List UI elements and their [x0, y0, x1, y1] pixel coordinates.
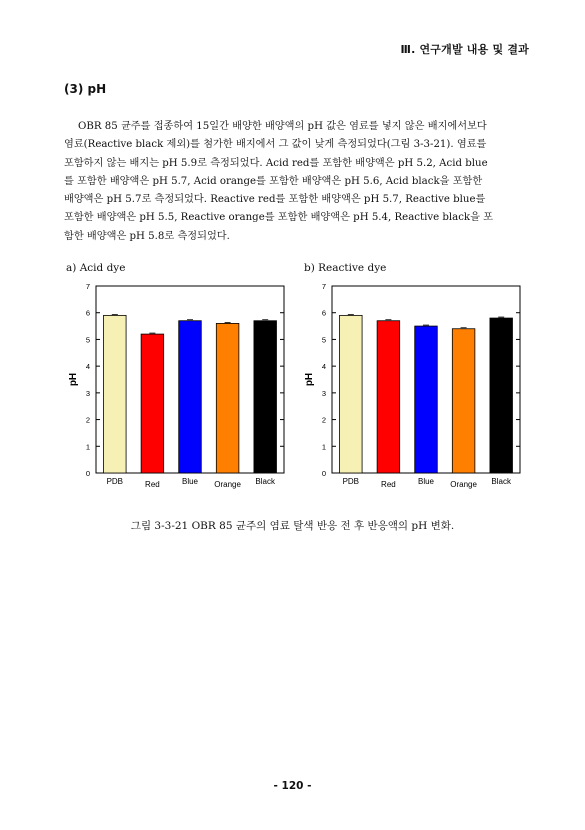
paragraph-line: OBR 85 균주를 접종하여 15일간 배양한 배양액의 pH 값은 염료를 넣지 않은 배지에서보다	[78, 121, 487, 132]
y-tick-label: 5	[321, 335, 326, 345]
paragraph-line: 포함한 배양액은 pH 5.5, Reactive orange를 포함한 배양액은 pH 5.4, Reactive black을 포	[64, 212, 493, 224]
section-title: (3) pH	[64, 82, 107, 96]
bar-blue	[179, 321, 202, 473]
y-tick-label: 3	[321, 388, 326, 398]
bar-black	[254, 321, 277, 473]
figure-caption: 그림 3-3-21 OBR 85 균주의 염료 탈색 반응 전 후 반응액의 pH 변화.	[130, 520, 455, 532]
x-tick-label: PDB	[342, 477, 360, 486]
y-axis-label: pH	[68, 372, 79, 387]
x-tick-label: Blue	[417, 477, 435, 486]
bar-pdb	[104, 315, 127, 473]
y-tick-label: 1	[85, 442, 90, 452]
acid-dye-ph-chart	[64, 280, 296, 495]
y-tick-label: 2	[321, 415, 326, 425]
reactive-dye-ph-chart	[300, 280, 532, 495]
y-tick-label: 4	[85, 362, 90, 372]
y-axis-label: pH	[304, 372, 315, 387]
y-tick-label: 4	[321, 362, 326, 372]
page-number: - 120 -	[273, 780, 312, 792]
bar-red	[377, 321, 400, 473]
y-tick-label: 6	[321, 308, 326, 318]
y-tick-label: 3	[85, 388, 90, 398]
bar-blue	[415, 326, 438, 473]
y-tick-label: 5	[85, 335, 90, 345]
y-tick-label: 0	[85, 469, 90, 478]
x-tick-label: Black	[491, 477, 511, 486]
paragraph-line: 를 포함한 배양액은 pH 5.7, Acid orange를 포함한 배양액은 pH 5.6, Acid black을 포함한	[64, 175, 483, 187]
y-tick-label: 7	[85, 282, 90, 291]
y-tick-label: 7	[321, 282, 326, 291]
paragraph-line: 함한 배양액은 pH 5.8로 측정되었다.	[64, 230, 230, 242]
running-header: Ⅲ. 연구개발 내용 및 결과	[400, 43, 529, 56]
panel-label-reactive: b) Reactive dye	[304, 262, 387, 274]
y-tick-label: 2	[85, 415, 90, 425]
paragraph-line: 염료(Reactive black 제외)를 첨가한 배지에서 그 값이 낮게 측정되었다(그림 3-3-21). 염료를	[64, 139, 487, 151]
x-tick-label: Red	[381, 480, 396, 489]
bar-pdb	[340, 315, 363, 473]
bar-orange	[216, 323, 239, 473]
y-tick-label: 6	[85, 308, 90, 318]
x-tick-label: Red	[145, 480, 160, 489]
bar-black	[490, 318, 513, 473]
y-tick-label: 0	[321, 469, 326, 478]
body-paragraph	[64, 118, 532, 246]
x-tick-label: PDB	[106, 477, 124, 486]
x-tick-label: Orange	[450, 480, 477, 489]
x-tick-label: Black	[255, 477, 275, 486]
paragraph-line: 포함하지 않는 배지는 pH 5.9로 측정되었다. Acid red를 포함한 배양액은 pH 5.2, Acid blue	[64, 157, 488, 169]
panel-label-acid: a) Acid dye	[66, 262, 126, 274]
x-tick-label: Orange	[214, 480, 241, 489]
y-tick-label: 1	[321, 442, 326, 452]
bar-red	[141, 334, 164, 473]
x-tick-label: Blue	[181, 477, 199, 486]
paragraph-line: 배양액은 pH 5.7로 측정되었다. Reactive red를 포함한 배양액은 pH 5.7, Reactive blue를	[64, 194, 486, 206]
bar-orange	[452, 329, 475, 473]
